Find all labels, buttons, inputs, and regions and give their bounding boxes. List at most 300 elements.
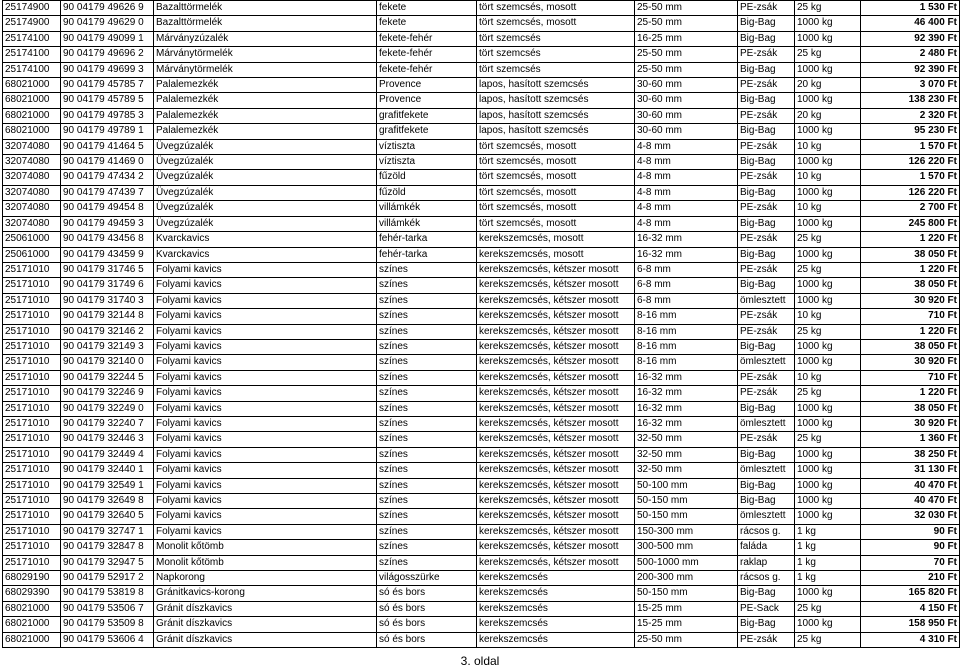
customs-code-cell: 68021000 [3, 617, 61, 632]
customs-code-cell: 25171010 [3, 324, 61, 339]
weight-cell: 10 kg [795, 309, 861, 324]
grain-size-cell: 4-8 mm [635, 170, 738, 185]
packaging-cell: PE-zsák [738, 47, 795, 62]
customs-code-cell: 25171010 [3, 293, 61, 308]
product-name-cell: Üvegzúzalék [154, 170, 377, 185]
page-number: 3. oldal [460, 654, 500, 668]
grain-size-cell: 16-32 mm [635, 401, 738, 416]
article-number-cell: 90 04179 53819 8 [61, 586, 154, 601]
price-cell: 210 Ft [861, 571, 960, 586]
color-cell: fekete [377, 16, 477, 31]
product-name-cell: Palalemezkék [154, 78, 377, 93]
article-number-cell: 90 04179 32244 5 [61, 370, 154, 385]
product-name-cell: Folyami kavics [154, 386, 377, 401]
color-cell: Provence [377, 78, 477, 93]
customs-code-cell: 25171010 [3, 494, 61, 509]
customs-code-cell: 25171010 [3, 447, 61, 462]
customs-code-cell: 68029190 [3, 571, 61, 586]
table-row [3, 571, 960, 586]
article-number-cell: 90 04179 32847 8 [61, 540, 154, 555]
table-row [3, 494, 960, 509]
table-row [3, 339, 960, 354]
product-name-cell: Folyami kavics [154, 309, 377, 324]
packaging-cell: rácsos g. [738, 571, 795, 586]
price-cell: 1 220 Ft [861, 262, 960, 277]
grain-size-cell: 8-16 mm [635, 339, 738, 354]
customs-code-cell: 25171010 [3, 524, 61, 539]
table-row [3, 216, 960, 231]
product-name-cell: Üvegzúzalék [154, 201, 377, 216]
grain-size-cell: 150-300 mm [635, 524, 738, 539]
article-number-cell: 90 04179 49785 3 [61, 108, 154, 123]
customs-code-cell: 25174100 [3, 47, 61, 62]
packaging-cell: PE-zsák [738, 78, 795, 93]
color-cell: színes [377, 386, 477, 401]
grain-size-cell: 300-500 mm [635, 540, 738, 555]
price-cell: 38 050 Ft [861, 278, 960, 293]
weight-cell: 1 kg [795, 571, 861, 586]
table-row [3, 601, 960, 616]
grain-size-cell: 4-8 mm [635, 139, 738, 154]
product-name-cell: Folyami kavics [154, 524, 377, 539]
packaging-cell: Big-Bag [738, 494, 795, 509]
grain-size-cell: 8-16 mm [635, 324, 738, 339]
packaging-cell: ömlesztett [738, 416, 795, 431]
grain-type-cell: lapos, hasított szemcsés [477, 108, 635, 123]
article-number-cell: 90 04179 52917 2 [61, 571, 154, 586]
grain-type-cell: kerekszemcsés [477, 601, 635, 616]
grain-type-cell: kerekszemcsés, kétszer mosott [477, 309, 635, 324]
product-name-cell: Kvarckavics [154, 232, 377, 247]
color-cell: színes [377, 524, 477, 539]
weight-cell: 25 kg [795, 232, 861, 247]
color-cell: grafitfekete [377, 108, 477, 123]
price-cell: 126 220 Ft [861, 185, 960, 200]
table-row [3, 185, 960, 200]
packaging-cell: PE-zsák [738, 432, 795, 447]
table-row [3, 555, 960, 570]
grain-type-cell: kerekszemcsés, kétszer mosott [477, 478, 635, 493]
grain-size-cell: 8-16 mm [635, 309, 738, 324]
color-cell: fűzöld [377, 185, 477, 200]
price-cell: 30 920 Ft [861, 416, 960, 431]
color-cell: fűzöld [377, 170, 477, 185]
price-cell: 3 070 Ft [861, 78, 960, 93]
packaging-cell: ömlesztett [738, 509, 795, 524]
customs-code-cell: 25171010 [3, 355, 61, 370]
weight-cell: 1 kg [795, 555, 861, 570]
table-row [3, 47, 960, 62]
weight-cell: 20 kg [795, 78, 861, 93]
article-number-cell: 90 04179 49459 3 [61, 216, 154, 231]
price-cell: 40 470 Ft [861, 494, 960, 509]
price-cell: 1 220 Ft [861, 232, 960, 247]
customs-code-cell: 25171010 [3, 386, 61, 401]
price-cell: 4 310 Ft [861, 632, 960, 647]
grain-size-cell: 50-150 mm [635, 494, 738, 509]
product-name-cell: Napkorong [154, 571, 377, 586]
grain-type-cell: kerekszemcsés, kétszer mosott [477, 524, 635, 539]
customs-code-cell: 68021000 [3, 124, 61, 139]
grain-size-cell: 6-8 mm [635, 262, 738, 277]
product-name-cell: Palalemezkék [154, 124, 377, 139]
packaging-cell: PE-zsák [738, 370, 795, 385]
grain-type-cell: kerekszemcsés, kétszer mosott [477, 555, 635, 570]
price-cell: 40 470 Ft [861, 478, 960, 493]
customs-code-cell: 25174900 [3, 1, 61, 16]
packaging-cell: ömlesztett [738, 355, 795, 370]
grain-type-cell: kerekszemcsés, kétszer mosott [477, 386, 635, 401]
grain-size-cell: 30-60 mm [635, 93, 738, 108]
product-name-cell: Gránit díszkavics [154, 632, 377, 647]
table-row [3, 540, 960, 555]
grain-type-cell: kerekszemcsés [477, 617, 635, 632]
color-cell: színes [377, 370, 477, 385]
packaging-cell: Big-Bag [738, 16, 795, 31]
product-name-cell: Gránit díszkavics [154, 617, 377, 632]
article-number-cell: 90 04179 53509 8 [61, 617, 154, 632]
price-cell: 1 220 Ft [861, 324, 960, 339]
article-number-cell: 90 04179 49626 9 [61, 1, 154, 16]
grain-type-cell: lapos, hasított szemcsés [477, 78, 635, 93]
article-number-cell: 90 04179 32149 3 [61, 339, 154, 354]
price-cell: 245 800 Ft [861, 216, 960, 231]
grain-size-cell: 16-32 mm [635, 247, 738, 262]
article-number-cell: 90 04179 49699 3 [61, 62, 154, 77]
grain-type-cell: kerekszemcsés [477, 586, 635, 601]
color-cell: fekete-fehér [377, 47, 477, 62]
price-list-table [2, 0, 960, 648]
weight-cell: 1000 kg [795, 185, 861, 200]
article-number-cell: 90 04179 53506 7 [61, 601, 154, 616]
grain-size-cell: 50-150 mm [635, 509, 738, 524]
weight-cell: 1000 kg [795, 247, 861, 262]
article-number-cell: 90 04179 47434 2 [61, 170, 154, 185]
weight-cell: 25 kg [795, 432, 861, 447]
price-cell: 46 400 Ft [861, 16, 960, 31]
color-cell: színes [377, 324, 477, 339]
color-cell: színes [377, 278, 477, 293]
grain-size-cell: 6-8 mm [635, 293, 738, 308]
weight-cell: 10 kg [795, 139, 861, 154]
customs-code-cell: 68021000 [3, 93, 61, 108]
grain-size-cell: 16-32 mm [635, 232, 738, 247]
article-number-cell: 90 04179 32446 3 [61, 432, 154, 447]
product-name-cell: Márványzúzalék [154, 31, 377, 46]
table-row [3, 524, 960, 539]
packaging-cell: Big-Bag [738, 617, 795, 632]
packaging-cell: PE-zsák [738, 262, 795, 277]
packaging-cell: Big-Bag [738, 278, 795, 293]
grain-size-cell: 30-60 mm [635, 124, 738, 139]
price-cell: 1 220 Ft [861, 386, 960, 401]
customs-code-cell: 25171010 [3, 416, 61, 431]
table-row [3, 416, 960, 431]
article-number-cell: 90 04179 49696 2 [61, 47, 154, 62]
table-row [3, 201, 960, 216]
grain-size-cell: 16-25 mm [635, 31, 738, 46]
article-number-cell: 90 04179 45789 5 [61, 93, 154, 108]
table-row [3, 355, 960, 370]
article-number-cell: 90 04179 53606 4 [61, 632, 154, 647]
grain-size-cell: 8-16 mm [635, 355, 738, 370]
customs-code-cell: 68029390 [3, 586, 61, 601]
article-number-cell: 90 04179 41464 5 [61, 139, 154, 154]
price-cell: 38 250 Ft [861, 447, 960, 462]
article-number-cell: 90 04179 32240 7 [61, 416, 154, 431]
grain-type-cell: kerekszemcsés, mosott [477, 232, 635, 247]
packaging-cell: Big-Bag [738, 93, 795, 108]
weight-cell: 1000 kg [795, 62, 861, 77]
grain-type-cell: kerekszemcsés, kétszer mosott [477, 278, 635, 293]
packaging-cell: PE-zsák [738, 170, 795, 185]
product-name-cell: Folyami kavics [154, 494, 377, 509]
color-cell: fehér-tarka [377, 247, 477, 262]
grain-type-cell: tört szemcsés, mosott [477, 1, 635, 16]
weight-cell: 1000 kg [795, 494, 861, 509]
grain-type-cell: kerekszemcsés, kétszer mosott [477, 262, 635, 277]
color-cell: fekete-fehér [377, 62, 477, 77]
weight-cell: 25 kg [795, 262, 861, 277]
grain-size-cell: 50-150 mm [635, 586, 738, 601]
price-cell: 95 230 Ft [861, 124, 960, 139]
color-cell: színes [377, 416, 477, 431]
grain-type-cell: tört szemcsés [477, 47, 635, 62]
product-name-cell: Monolit kőtömb [154, 540, 377, 555]
table-row [3, 108, 960, 123]
customs-code-cell: 25061000 [3, 232, 61, 247]
price-cell: 126 220 Ft [861, 155, 960, 170]
grain-type-cell: tört szemcsés [477, 62, 635, 77]
product-name-cell: Üvegzúzalék [154, 185, 377, 200]
article-number-cell: 90 04179 43456 8 [61, 232, 154, 247]
color-cell: fekete-fehér [377, 31, 477, 46]
article-number-cell: 90 04179 32249 0 [61, 401, 154, 416]
table-row [3, 232, 960, 247]
product-name-cell: Palalemezkék [154, 93, 377, 108]
color-cell: színes [377, 463, 477, 478]
grain-type-cell: kerekszemcsés, kétszer mosott [477, 370, 635, 385]
grain-type-cell: kerekszemcsés, kétszer mosott [477, 401, 635, 416]
weight-cell: 1000 kg [795, 124, 861, 139]
article-number-cell: 90 04179 49454 8 [61, 201, 154, 216]
weight-cell: 25 kg [795, 632, 861, 647]
grain-size-cell: 30-60 mm [635, 78, 738, 93]
color-cell: színes [377, 339, 477, 354]
color-cell: fehér-tarka [377, 232, 477, 247]
customs-code-cell: 25171010 [3, 278, 61, 293]
article-number-cell: 90 04179 32246 9 [61, 386, 154, 401]
weight-cell: 1 kg [795, 524, 861, 539]
grain-size-cell: 16-32 mm [635, 416, 738, 431]
grain-type-cell: tört szemcsés, mosott [477, 201, 635, 216]
grain-size-cell: 15-25 mm [635, 617, 738, 632]
product-name-cell: Palalemezkék [154, 108, 377, 123]
color-cell: Provence [377, 93, 477, 108]
packaging-cell: Big-Bag [738, 478, 795, 493]
packaging-cell: PE-zsák [738, 232, 795, 247]
weight-cell: 1000 kg [795, 586, 861, 601]
product-name-cell: Folyami kavics [154, 324, 377, 339]
packaging-cell: Big-Bag [738, 586, 795, 601]
article-number-cell: 90 04179 31749 6 [61, 278, 154, 293]
weight-cell: 25 kg [795, 601, 861, 616]
weight-cell: 10 kg [795, 370, 861, 385]
table-row [3, 324, 960, 339]
table-row [3, 478, 960, 493]
customs-code-cell: 25171010 [3, 262, 61, 277]
grain-type-cell: kerekszemcsés, kétszer mosott [477, 355, 635, 370]
product-name-cell: Folyami kavics [154, 432, 377, 447]
weight-cell: 10 kg [795, 170, 861, 185]
grain-size-cell: 200-300 mm [635, 571, 738, 586]
customs-code-cell: 32074080 [3, 170, 61, 185]
article-number-cell: 90 04179 32449 4 [61, 447, 154, 462]
weight-cell: 1000 kg [795, 463, 861, 478]
table-row [3, 155, 960, 170]
price-cell: 30 920 Ft [861, 355, 960, 370]
product-name-cell: Márványtörmelék [154, 62, 377, 77]
grain-type-cell: lapos, hasított szemcsés [477, 124, 635, 139]
article-number-cell: 90 04179 49629 0 [61, 16, 154, 31]
color-cell: só és bors [377, 617, 477, 632]
packaging-cell: PE-zsák [738, 1, 795, 16]
weight-cell: 25 kg [795, 1, 861, 16]
weight-cell: 1000 kg [795, 155, 861, 170]
price-list-body [3, 1, 960, 648]
article-number-cell: 90 04179 31740 3 [61, 293, 154, 308]
grain-type-cell: kerekszemcsés, mosott [477, 247, 635, 262]
weight-cell: 10 kg [795, 201, 861, 216]
color-cell: színes [377, 447, 477, 462]
price-cell: 38 050 Ft [861, 339, 960, 354]
price-cell: 1 360 Ft [861, 432, 960, 447]
price-cell: 38 050 Ft [861, 401, 960, 416]
color-cell: színes [377, 309, 477, 324]
price-cell: 710 Ft [861, 309, 960, 324]
customs-code-cell: 25174100 [3, 62, 61, 77]
packaging-cell: Big-Bag [738, 155, 795, 170]
weight-cell: 1000 kg [795, 509, 861, 524]
table-row [3, 124, 960, 139]
packaging-cell: Big-Bag [738, 62, 795, 77]
price-cell: 30 920 Ft [861, 293, 960, 308]
customs-code-cell: 32074080 [3, 216, 61, 231]
grain-size-cell: 16-32 mm [635, 386, 738, 401]
product-name-cell: Folyami kavics [154, 339, 377, 354]
price-cell: 2 320 Ft [861, 108, 960, 123]
price-cell: 710 Ft [861, 370, 960, 385]
color-cell: só és bors [377, 632, 477, 647]
product-name-cell: Monolit kőtömb [154, 555, 377, 570]
customs-code-cell: 25171010 [3, 432, 61, 447]
customs-code-cell: 32074080 [3, 155, 61, 170]
color-cell: világosszürke [377, 571, 477, 586]
product-name-cell: Kvarckavics [154, 247, 377, 262]
article-number-cell: 90 04179 31746 5 [61, 262, 154, 277]
color-cell: villámkék [377, 201, 477, 216]
customs-code-cell: 25171010 [3, 463, 61, 478]
grain-type-cell: tört szemcsés, mosott [477, 155, 635, 170]
color-cell: színes [377, 262, 477, 277]
article-number-cell: 90 04179 32144 8 [61, 309, 154, 324]
price-cell: 38 050 Ft [861, 247, 960, 262]
packaging-cell: faláda [738, 540, 795, 555]
grain-size-cell: 30-60 mm [635, 108, 738, 123]
customs-code-cell: 25174900 [3, 16, 61, 31]
table-row [3, 309, 960, 324]
table-row [3, 401, 960, 416]
weight-cell: 1000 kg [795, 355, 861, 370]
table-row [3, 16, 960, 31]
weight-cell: 25 kg [795, 386, 861, 401]
customs-code-cell: 68021000 [3, 78, 61, 93]
product-name-cell: Bazalttörmelék [154, 16, 377, 31]
packaging-cell: ömlesztett [738, 293, 795, 308]
price-cell: 1 570 Ft [861, 139, 960, 154]
packaging-cell: PE-zsák [738, 632, 795, 647]
grain-type-cell: kerekszemcsés, kétszer mosott [477, 509, 635, 524]
grain-size-cell: 4-8 mm [635, 155, 738, 170]
packaging-cell: raklap [738, 555, 795, 570]
grain-type-cell: kerekszemcsés, kétszer mosott [477, 293, 635, 308]
product-name-cell: Folyami kavics [154, 478, 377, 493]
article-number-cell: 90 04179 47439 7 [61, 185, 154, 200]
customs-code-cell: 25171010 [3, 309, 61, 324]
product-name-cell: Folyami kavics [154, 293, 377, 308]
price-cell: 2 480 Ft [861, 47, 960, 62]
price-cell: 4 150 Ft [861, 601, 960, 616]
grain-size-cell: 4-8 mm [635, 216, 738, 231]
product-name-cell: Gránit díszkavics [154, 601, 377, 616]
weight-cell: 1000 kg [795, 31, 861, 46]
grain-type-cell: kerekszemcsés, kétszer mosott [477, 416, 635, 431]
grain-type-cell: kerekszemcsés, kétszer mosott [477, 540, 635, 555]
packaging-cell: Big-Bag [738, 447, 795, 462]
price-cell: 1 570 Ft [861, 170, 960, 185]
product-name-cell: Bazalttörmelék [154, 1, 377, 16]
table-row [3, 463, 960, 478]
weight-cell: 1000 kg [795, 216, 861, 231]
packaging-cell: Big-Bag [738, 339, 795, 354]
price-cell: 32 030 Ft [861, 509, 960, 524]
product-name-cell: Folyami kavics [154, 447, 377, 462]
article-number-cell: 90 04179 32947 5 [61, 555, 154, 570]
color-cell: színes [377, 432, 477, 447]
packaging-cell: PE-zsák [738, 201, 795, 216]
packaging-cell: Big-Bag [738, 124, 795, 139]
price-cell: 70 Ft [861, 555, 960, 570]
grain-size-cell: 4-8 mm [635, 185, 738, 200]
product-name-cell: Üvegzúzalék [154, 155, 377, 170]
table-row [3, 170, 960, 185]
table-row [3, 278, 960, 293]
color-cell: színes [377, 478, 477, 493]
article-number-cell: 90 04179 32640 5 [61, 509, 154, 524]
product-name-cell: Folyami kavics [154, 416, 377, 431]
grain-size-cell: 500-1000 mm [635, 555, 738, 570]
price-cell: 1 530 Ft [861, 1, 960, 16]
price-cell: 90 Ft [861, 540, 960, 555]
article-number-cell: 90 04179 43459 9 [61, 247, 154, 262]
price-cell: 31 130 Ft [861, 463, 960, 478]
product-name-cell: Üvegzúzalék [154, 139, 377, 154]
grain-type-cell: kerekszemcsés, kétszer mosott [477, 447, 635, 462]
customs-code-cell: 68021000 [3, 108, 61, 123]
packaging-cell: PE-zsák [738, 386, 795, 401]
packaging-cell: Big-Bag [738, 216, 795, 231]
product-name-cell: Folyami kavics [154, 370, 377, 385]
